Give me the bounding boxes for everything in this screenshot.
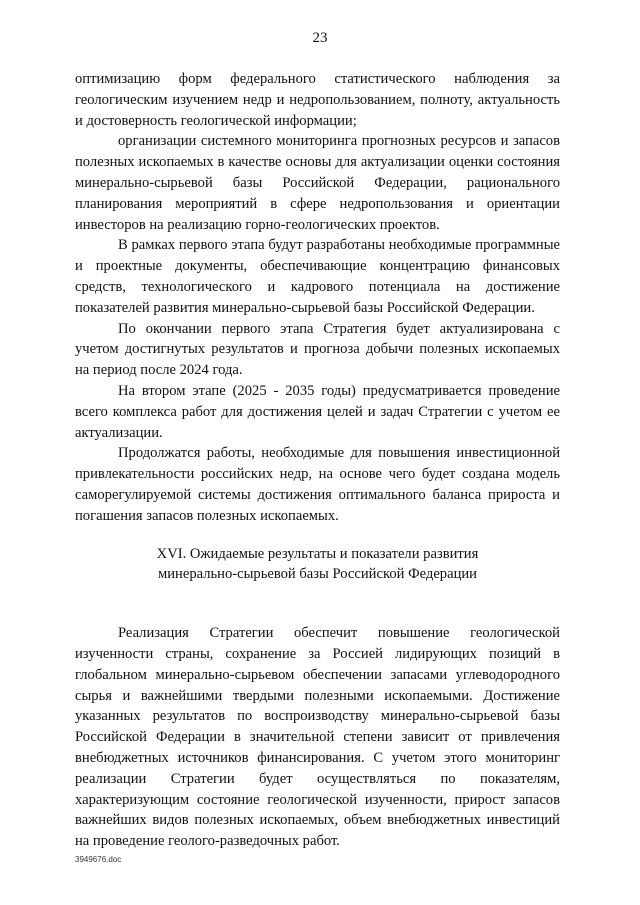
section-heading: [75, 544, 560, 586]
footer-filename: 3949676.doc: [75, 855, 122, 864]
paragraph-first-stage: В рамках первого этапа будут разработаны необходимые программные и проектные документы, обеспечивающие концентрацию финансовых средств, технологического и кадрового потенциала на достижение показателей развития минерально-сырьевой базы Российской Федерации.: [75, 237, 560, 316]
paragraph-second-stage: На втором этапе (2025 - 2035 годы) предусматривается проведение всего комплекса работ для достижения целей и задач Стратегии с учетом ее актуализации.: [75, 382, 560, 441]
section-heading-line-2: минерально-сырьевой базы Российской Федерации: [157, 566, 477, 583]
section-heading-line-1: XVI. Ожидаемые результаты и показатели развития: [156, 545, 479, 562]
paragraph-expected-results: Реализация Стратегии обеспечит повышение геологической изученности страны, сохранение за Россией лидирующих позиций в глобальном минерально-сырьевом обеспечении запасами углеводородного сырья и важнейшими твердыми полезными ископаемыми. Достижение указанных результатов по воспроизводству минерально-сырьевой базы Российской Федерации в значительной степени зависит от привлечения внебюджетных источников финансирования. С учетом этого мониторинг реализации Стратегии будет осуществляться по показателям, характеризующим состояние геологической изученности, прирост запасов важнейших видов полезных ископаемых, объем внебюджетных инвестиций на проведение геолого-разведочных работ.: [75, 625, 560, 850]
paragraph-investment-attractiveness: Продолжатся работы, необходимые для повышения инвестиционной привлекательности российских недр, на основе чего будет создана модель саморегулируемой системы достижения оптимального баланса прироста и погашения запасов полезных ископаемых.: [75, 445, 560, 524]
paragraph-monitoring-system: организации системного мониторинга прогнозных ресурсов и запасов полезных ископаемых в качестве основы для актуализации оценки состояния минерально-сырьевой базы Российской Федерации, рационального планирования мероприятий в сфере недропользования и ориентации инвесторов на реализацию горно-геологических проектов.: [75, 133, 560, 233]
page-number: 23: [312, 30, 328, 46]
paragraph-first-stage-end: По окончании первого этапа Стратегия будет актуализирована с учетом достигнутых результатов и прогноза добычи полезных ископаемых на период после 2024 года.: [75, 320, 560, 379]
document-body: [75, 69, 560, 852]
paragraph-federal-statistics: оптимизацию форм федерального статистического наблюдения за геологическим изучением недр и недропользованием, полноту, актуальность и достоверность геологической информации;: [75, 71, 560, 129]
